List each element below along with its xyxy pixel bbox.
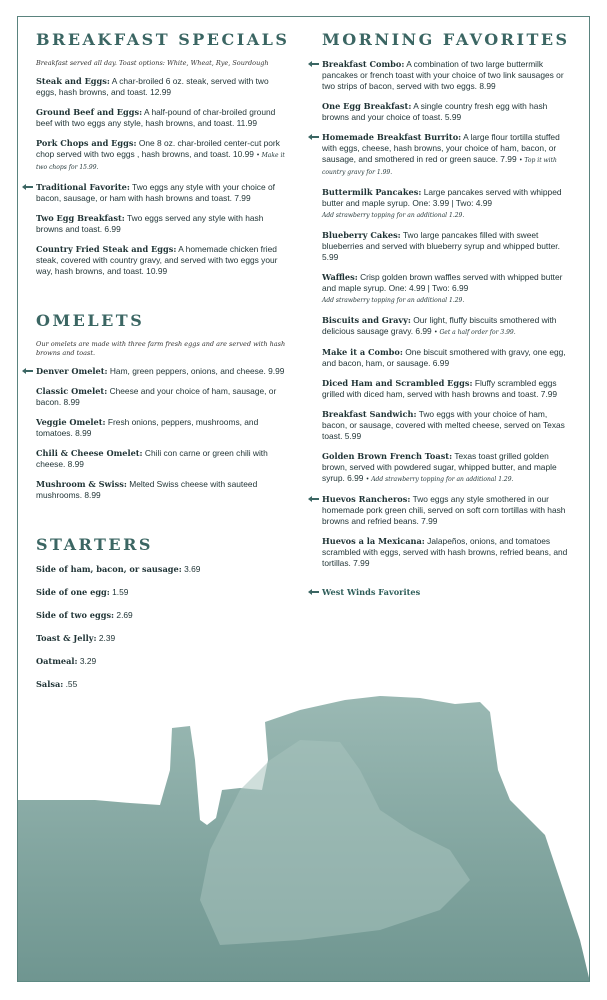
menu-item-featured bbox=[322, 494, 572, 527]
item-name: Side of two eggs: bbox=[36, 610, 115, 620]
starter-item bbox=[36, 679, 291, 690]
item-price: 1.59 bbox=[112, 587, 129, 597]
item-price: 2.39 bbox=[98, 633, 116, 643]
item-desc: A homemade chicken fried steak, covered with country gravy, and served with two eggs your way, hash browns, and toast. 10.99 bbox=[36, 244, 278, 276]
item-extra: Add strawberry topping for an additional 1.29. bbox=[322, 212, 465, 219]
left-column bbox=[36, 30, 291, 702]
item-name: Veggie Omelet: bbox=[36, 417, 106, 427]
starters-title: STARTERS bbox=[36, 535, 153, 554]
menu-item bbox=[36, 479, 291, 501]
item-name: Country Fried Steak and Eggs: bbox=[36, 244, 177, 254]
item-desc: Melted Swiss cheese with sauteed mushrooms. 8.99 bbox=[36, 479, 258, 500]
morning-favorites-title: MORNING FAVORITES bbox=[322, 30, 570, 49]
menu-item-featured bbox=[36, 366, 291, 377]
item-desc: Two large pancakes filled with sweet blueberries and served with blueberry syrup and whipped butter. 5.99 bbox=[322, 230, 560, 262]
item-name: Ground Beef and Eggs: bbox=[36, 107, 143, 117]
omelets-note: Our omelets are made with three farm fresh eggs and are served with hash browns and toast. bbox=[36, 340, 286, 357]
menu-item bbox=[36, 244, 291, 277]
item-desc: One 8 oz. char-broiled center-cut pork chop served with two eggs , hash browns, and toast. 10.99 bbox=[36, 138, 280, 159]
item-extra: Add strawberry topping for an additional 1.29. bbox=[322, 297, 465, 304]
item-desc: A single country fresh egg with hash browns and your choice of toast. 5.99 bbox=[322, 101, 548, 122]
menu-item bbox=[322, 187, 572, 221]
item-name: Denver Omelet: bbox=[36, 366, 108, 376]
item-name: Pork Chops and Eggs: bbox=[36, 138, 137, 148]
favorite-arrow-icon bbox=[307, 495, 320, 503]
menu-item bbox=[322, 536, 572, 569]
breakfast-note: Breakfast served all day. Toast options: White, Wheat, Rye, Sourdough bbox=[36, 59, 269, 67]
item-name: Side of ham, bacon, or sausage: bbox=[36, 564, 182, 574]
item-price: 3.29 bbox=[79, 656, 97, 666]
item-desc: One biscuit smothered with gravy, one egg, and bacon, ham, or sausage. 6.99 bbox=[322, 347, 566, 368]
item-desc: A large flour tortilla stuffed with eggs, cheese, hash browns, your choice of ham, bacon, or sausage, and smothered in red or green sauce. 7.99 bbox=[322, 132, 560, 164]
item-price: .55 bbox=[65, 679, 78, 689]
item-desc: Two eggs served any style with hash browns and toast. 6.99 bbox=[36, 213, 264, 234]
item-name: Toast & Jelly: bbox=[36, 633, 97, 643]
item-desc: Large pancakes served with whipped butter and maple syrup. One: 3.99 | Two: 4.99 bbox=[322, 187, 562, 208]
right-column bbox=[322, 30, 572, 597]
item-desc: A char-broiled 6 oz. steak, served with two eggs, hash browns, and toast. 12.99 bbox=[36, 76, 269, 97]
item-desc: Texas toast grilled golden brown, served with powdered sugar, whipped butter, and maple syrup. 6.99 bbox=[322, 451, 557, 483]
item-extra: • Top it with country gravy for 1.99. bbox=[322, 157, 557, 176]
item-name: Breakfast Sandwich: bbox=[322, 409, 417, 419]
menu-item bbox=[36, 107, 291, 129]
item-name: Golden Brown French Toast: bbox=[322, 451, 453, 461]
item-name: Biscuits and Gravy: bbox=[322, 315, 411, 325]
menu-item bbox=[36, 417, 291, 439]
item-name: Mushroom & Swiss: bbox=[36, 479, 127, 489]
item-extra: • Make it two chops for 15.99. bbox=[36, 152, 285, 171]
starter-item bbox=[36, 610, 291, 621]
item-name: Traditional Favorite: bbox=[36, 182, 130, 192]
item-desc: Chili con carne or green chili with cheese. 8.99 bbox=[36, 448, 268, 469]
menu-item bbox=[36, 138, 291, 173]
item-desc: Fresh onions, peppers, mushrooms, and tomatoes. 8.99 bbox=[36, 417, 259, 438]
item-name: Make it a Combo: bbox=[322, 347, 403, 357]
item-name: Classic Omelet: bbox=[36, 386, 108, 396]
menu-item bbox=[322, 347, 572, 369]
item-name: Chili & Cheese Omelet: bbox=[36, 448, 143, 458]
menu-item bbox=[322, 378, 572, 400]
favorite-arrow-icon bbox=[307, 60, 320, 68]
item-desc: Crisp golden brown waffles served with whipped butter and maple syrup. One: 4.99 | Two: 6.99 bbox=[322, 272, 563, 293]
item-name: Huevos Rancheros: bbox=[322, 494, 411, 504]
menu-item bbox=[36, 213, 291, 235]
menu-item bbox=[36, 76, 291, 98]
favorite-arrow-icon bbox=[307, 588, 320, 596]
favorite-arrow-icon bbox=[21, 183, 34, 191]
item-desc: Two eggs with your choice of ham, bacon, or sausage, covered with melted cheese, served on Texas toast. 5.99 bbox=[322, 409, 565, 441]
item-name: Diced Ham and Scrambled Eggs: bbox=[322, 378, 473, 388]
menu-item bbox=[322, 230, 572, 263]
item-extra: • Add strawberry topping for an additional 1.29. bbox=[365, 476, 514, 483]
item-name: Salsa: bbox=[36, 679, 64, 689]
favorites-legend-label: West Winds Favorites bbox=[322, 587, 421, 597]
item-name: Buttermilk Pancakes: bbox=[322, 187, 422, 197]
menu-item-featured bbox=[36, 182, 291, 204]
menu-item bbox=[36, 448, 291, 470]
item-name: Two Egg Breakfast: bbox=[36, 213, 125, 223]
favorite-arrow-icon bbox=[21, 367, 34, 375]
item-extra: • Get a half order for 3.99. bbox=[434, 329, 516, 336]
item-name: Waffles: bbox=[322, 272, 358, 282]
favorite-arrow-icon bbox=[307, 133, 320, 141]
item-name: One Egg Breakfast: bbox=[322, 101, 412, 111]
menu-item-featured bbox=[322, 59, 572, 92]
item-name: Blueberry Cakes: bbox=[322, 230, 401, 240]
item-price: 3.69 bbox=[184, 564, 201, 574]
starter-item bbox=[36, 656, 291, 667]
menu-item-featured bbox=[322, 132, 572, 178]
item-desc: Cheese and your choice of ham, sausage, or bacon. 8.99 bbox=[36, 386, 277, 407]
menu-item bbox=[322, 409, 572, 442]
item-name: Oatmeal: bbox=[36, 656, 78, 666]
menu-item bbox=[322, 272, 572, 306]
menu-item bbox=[322, 451, 572, 485]
omelets-title: OMELETS bbox=[36, 311, 145, 330]
starter-item bbox=[36, 587, 291, 598]
item-desc: Fluffy scrambled eggs grilled with diced ham, served with hash browns and toast. 7.99 bbox=[322, 378, 558, 399]
breakfast-specials-title: BREAKFAST SPECIALS bbox=[36, 30, 290, 49]
item-name: Huevos a la Mexicana: bbox=[322, 536, 425, 546]
item-name: Steak and Eggs: bbox=[36, 76, 110, 86]
item-desc: A combination of two large buttermilk pancakes or french toast with your choice of two link sausages or two strips of bacon, served with two eggs. 8.99 bbox=[322, 59, 564, 91]
item-desc: Ham, green peppers, onions, and cheese. 9.99 bbox=[109, 366, 285, 376]
menu-item bbox=[322, 101, 572, 123]
item-price: 2.69 bbox=[116, 610, 133, 620]
starter-item bbox=[36, 564, 291, 575]
favorites-legend bbox=[322, 587, 572, 597]
item-desc: Two eggs any style smothered in our homemade pork green chili, served on soft corn tortillas with hash browns and refried beans. 7.99 bbox=[322, 494, 566, 526]
starter-item bbox=[36, 633, 291, 644]
item-name: Breakfast Combo: bbox=[322, 59, 405, 69]
item-desc: Jalapeños, onions, and tomatoes scrambled with eggs, served with hash browns, refried beans, and tortillas. 7.99 bbox=[322, 536, 568, 568]
item-name: Homemade Breakfast Burrito: bbox=[322, 132, 462, 142]
menu-item bbox=[36, 386, 291, 408]
item-name: Side of one egg: bbox=[36, 587, 110, 597]
item-desc: Two eggs any style with your choice of bacon, sausage, or ham with hash browns and toast. 7.99 bbox=[36, 182, 275, 203]
item-desc: A half-pound of char-broiled ground beef with two eggs any style, hash browns, and toast. 11.99 bbox=[36, 107, 276, 128]
menu-item bbox=[322, 315, 572, 338]
item-desc: Our light, fluffy biscuits smothered with delicious sausage gravy. 6.99 bbox=[322, 315, 557, 336]
